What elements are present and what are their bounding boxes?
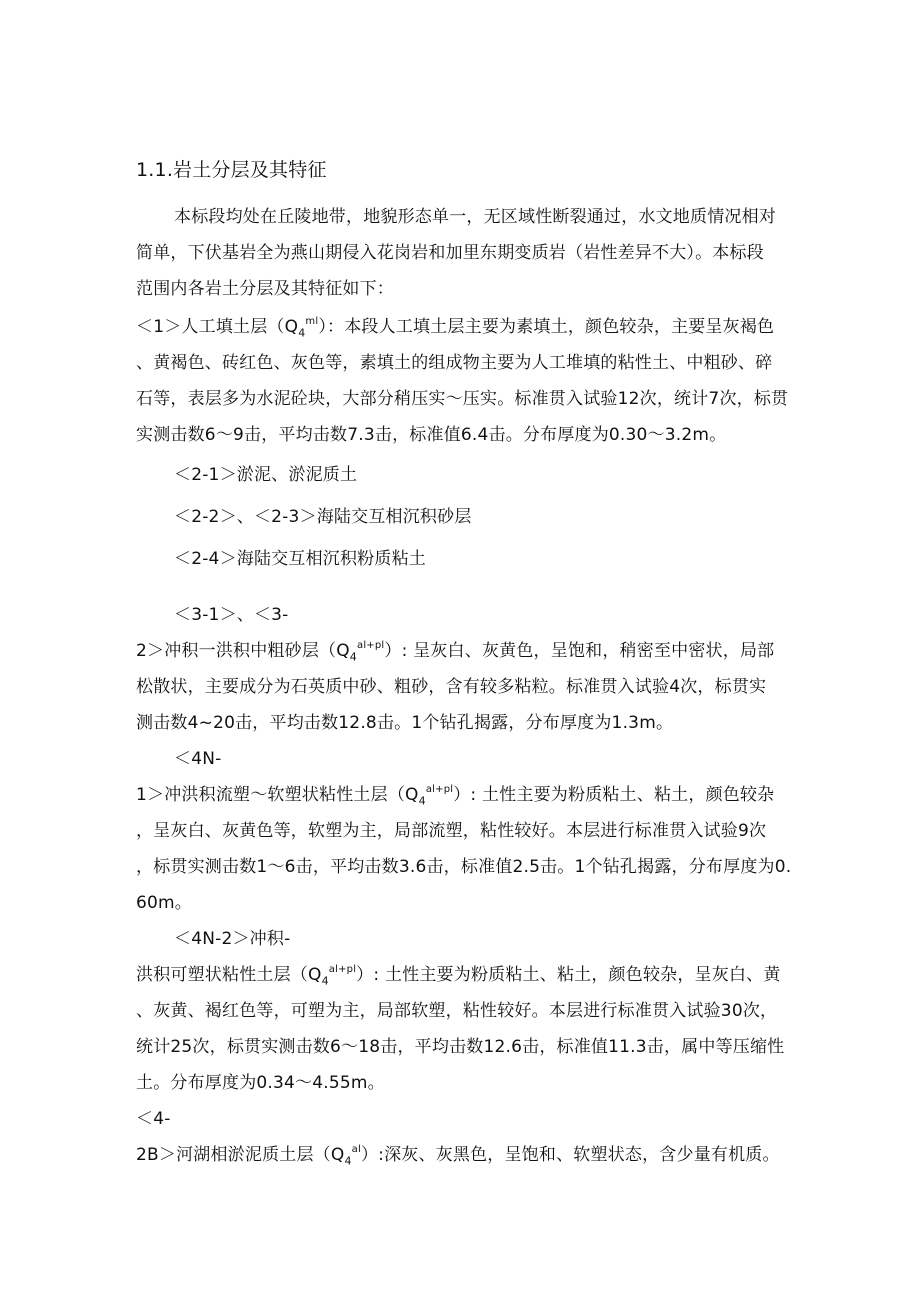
layer-4n2-sup: al+pl — [328, 964, 357, 976]
layer-3-line: 松散状，主要成分为石英质中砂、粗砂，含有较多粘粒。标准贯入试验4次，标贯实 — [136, 677, 767, 697]
layer-4n2-label: ＜4N-2＞冲积- — [174, 929, 291, 949]
layer-4n2-title-line — [136, 964, 781, 986]
layer-3-title-line — [136, 640, 774, 662]
layer-3-label: ＜3-1＞、＜3- — [174, 605, 289, 625]
layer-3-sup: al+pl — [357, 640, 385, 652]
layer-1-line: 石等，表层多为水泥砼块，大部分稍压实～压实。标准贯入试验12次，统计7次，标贯 — [136, 389, 789, 409]
layer-4-2b-sub: 4 — [344, 1154, 352, 1168]
layer-1-sub: 4 — [298, 326, 306, 340]
list-item-2-4: ＜2-4＞海陆交互相沉积粉质粘土 — [174, 549, 426, 569]
layer-4n2-prefix: 洪积可塑状粘性土层（Q — [136, 965, 322, 985]
layer-4n1-suffix: ）: 土性主要为粉质粘土、粘土，颜色较杂 — [453, 785, 775, 805]
layer-3-prefix: 2＞冲积一洪积中粗砂层（Q — [136, 641, 350, 661]
layer-3-suffix: ）: 呈灰白、灰黄色，呈饱和，稍密至中密状，局部 — [384, 641, 775, 661]
layer-4-2b-title-line — [136, 1144, 780, 1166]
layer-3-sub: 4 — [349, 650, 357, 664]
layer-4n1-line: ，呈灰白、灰黄色等，软塑为主，局部流塑，粘性较好。本层进行标准贯入试验9次 — [136, 821, 767, 841]
layer-4n1-prefix: 1＞冲洪积流塑～软塑状粘性土层（Q — [136, 785, 419, 805]
intro-line-2: 简单，下伏基岩全为燕山期侵入花岗岩和加里东期变质岩（岩性差异不大）。本标段 — [136, 243, 764, 263]
layer-4n1-label: ＜4N- — [174, 749, 222, 769]
layer-4-2b-label: ＜4- — [136, 1109, 171, 1129]
layer-4n2-line: 土。分布厚度为0.34～4.55m。 — [136, 1073, 385, 1093]
layer-4n2-suffix: ）: 土性主要为粉质粘土、粘土，颜色较杂，呈灰白、黄 — [356, 965, 781, 985]
layer-4n1-title-line — [136, 784, 774, 806]
list-item-2-1: ＜2-1＞淤泥、淤泥质土 — [174, 465, 358, 485]
layer-4-2b-suffix: ）:深灰、灰黑色，呈饱和、软塑状态，含少量有机质。 — [360, 1145, 780, 1165]
layer-1-line: 实测击数6～9击，平均击数7.3击，标准值6.4击。分布厚度为0.30～3.2m。 — [136, 425, 727, 445]
layer-1-prefix: ＜1＞人工填土层（Q — [136, 317, 299, 337]
list-item-2-2-2-3: ＜2-2＞、＜2-3＞海陆交互相沉积砂层 — [174, 507, 472, 527]
layer-4n2-line: 、灰黄、褐红色等，可塑为主，局部软塑，粘性较好。本层进行标准贯入试验30次， — [136, 1001, 778, 1021]
layer-3-line: 测击数4~20击，平均击数12.8击。1个钻孔揭露，分布厚度为1.3m。 — [136, 713, 674, 733]
layer-4n2-sub: 4 — [321, 974, 329, 988]
layer-1-suffix: ）：本段人工填土层主要为素填土，颜色较杂，主要呈灰褐色 — [318, 317, 775, 337]
layer-4-2b-prefix: 2B＞河湖相淤泥质土层（Q — [136, 1145, 345, 1165]
layer-4n1-line: ，标贯实测击数1～6击，平均击数3.6击，标准值2.5击。1个钻孔揭露，分布厚度为0. — [136, 857, 792, 877]
intro-line-1: 本标段均处在丘陵地带，地貌形态单一，无区域性断裂通过，水文地质情况相对 — [174, 207, 776, 227]
layer-4-2b-sup: al — [351, 1144, 361, 1156]
layer-4n1-line: 60m。 — [136, 893, 192, 913]
layer-4n1-sup: al+pl — [425, 784, 454, 796]
section-heading: 1.1.岩土分层及其特征 — [136, 159, 327, 181]
layer-1-sup: ml — [305, 316, 319, 328]
layer-4n1-sub: 4 — [418, 794, 426, 808]
layer-4n2-line: 统计25次，标贯实测击数6～18击，平均击数12.6击，标准值11.3击，属中等压缩性 — [136, 1037, 785, 1057]
intro-line-3: 范围内各岩土分层及其特征如下： — [136, 279, 394, 299]
layer-1-line: 、黄褐色、砖红色、灰色等，素填土的组成物主要为人工堆填的粘性土、中粗砂、碎 — [136, 353, 773, 373]
layer-1-title-line — [136, 316, 774, 338]
